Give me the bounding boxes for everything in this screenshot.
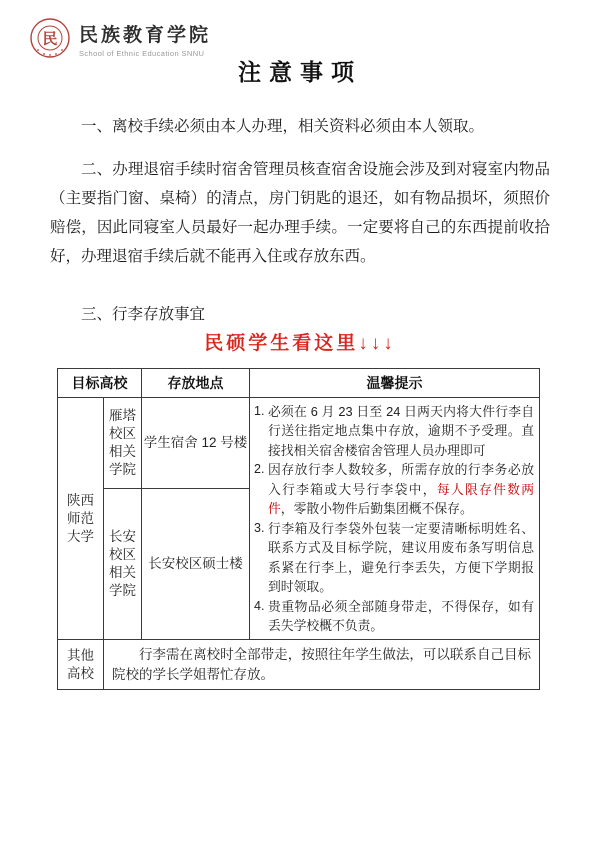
- table-row: [58, 398, 540, 489]
- document-body: [0, 58, 600, 690]
- logo-subtitle: School of Ethnic Education SNNU: [79, 49, 205, 58]
- cell-other-note: [104, 640, 540, 690]
- logo-title: 民族教育学院: [79, 25, 212, 46]
- page-title: 注意事项: [238, 60, 362, 85]
- cell-location-changan: 长安校区硕士楼: [142, 489, 250, 640]
- table-row: [58, 640, 540, 690]
- school-seal-icon: [29, 16, 71, 60]
- cell-university-snnu: [58, 398, 104, 640]
- cell-campus-changan: [104, 489, 142, 640]
- cell-location-yanta: 学生宿舍 12 号楼: [142, 398, 250, 489]
- tip-text-highlight: 每人限存件数两件: [268, 481, 535, 516]
- paragraph-1: 一、离校手续必须由本人办理，相关资料必须由本人领取。: [81, 118, 485, 135]
- campus-changan-label: 长安校区相关学院: [109, 529, 136, 598]
- other-note-text: 行李需在离校时全部带走，按照往年学生做法，可以联系自己目标院校的学长学姐帮忙存放。: [112, 646, 531, 682]
- tip-number: 1.: [254, 403, 265, 418]
- tip-text-before: 因存放行李人数较多，所需存放的行李务必放入行李箱或大号行李袋中，: [268, 462, 534, 497]
- table-header-row: [58, 369, 540, 398]
- header-storage-location: 存放地点: [142, 369, 250, 398]
- campus-yanta-label: 雁塔校区相关学院: [109, 408, 136, 477]
- callout-text: 民硕学生看这里↓↓↓: [204, 333, 396, 354]
- tip-item-3: [254, 519, 534, 597]
- tip-text: 贵重物品必须全部随身带走，不得保存，如有丢失学校概不负责。: [268, 598, 534, 633]
- cell-tips: [250, 398, 540, 640]
- university-snnu-label: 陕西师范大学: [67, 492, 94, 544]
- school-logo: [29, 16, 211, 60]
- tip-number: 2.: [254, 462, 265, 476]
- seal-character: 民: [42, 29, 58, 48]
- paragraph-2: 二、办理退宿手续时宿舍管理员核查宿舍设施会涉及到对寝室内物品（主要指门窗、桌椅）的清点，房门钥匙的退还，如有物品损坏，须照价赔偿，因此同寝室人员最好一起办理手续。一定要将自己的东西提前收拾好，办理退宿手续后就不能再入住或存放东西。: [50, 161, 550, 265]
- tip-number: 4.: [254, 598, 265, 613]
- cell-other-university: [58, 640, 104, 690]
- paragraph-3: 三、行李存放事宜: [81, 306, 206, 323]
- storage-table: [57, 368, 540, 690]
- tip-text-after: ，零散小物件后勤集团概不保存。: [280, 501, 473, 516]
- header-target-university: 目标高校: [58, 369, 142, 398]
- header-tips: 温馨提示: [250, 369, 540, 398]
- tip-item-4: [254, 597, 534, 636]
- tip-number: 3.: [254, 520, 265, 535]
- tip-item-1: [254, 402, 534, 461]
- cell-campus-yanta: [104, 398, 142, 489]
- other-university-label: 其他高校: [67, 647, 94, 681]
- logo-text-block: [79, 16, 211, 58]
- tip-text: 行李箱及行李袋外包装一定要清晰标明姓名、联系方式及目标学院，建议用废布条写明信息系紧在行李上，避免行李丢失，方便下学期报到时领取。: [268, 520, 534, 594]
- tip-item-2: [254, 460, 534, 519]
- tip-text: 必须在 6 月 23 日至 24 日两天内将大件行李自行送往指定地点集中存放，逾期不予受理。直接找相关宿舍楼宿舍管理人员办理即可: [268, 403, 534, 458]
- tip-text: [268, 460, 534, 519]
